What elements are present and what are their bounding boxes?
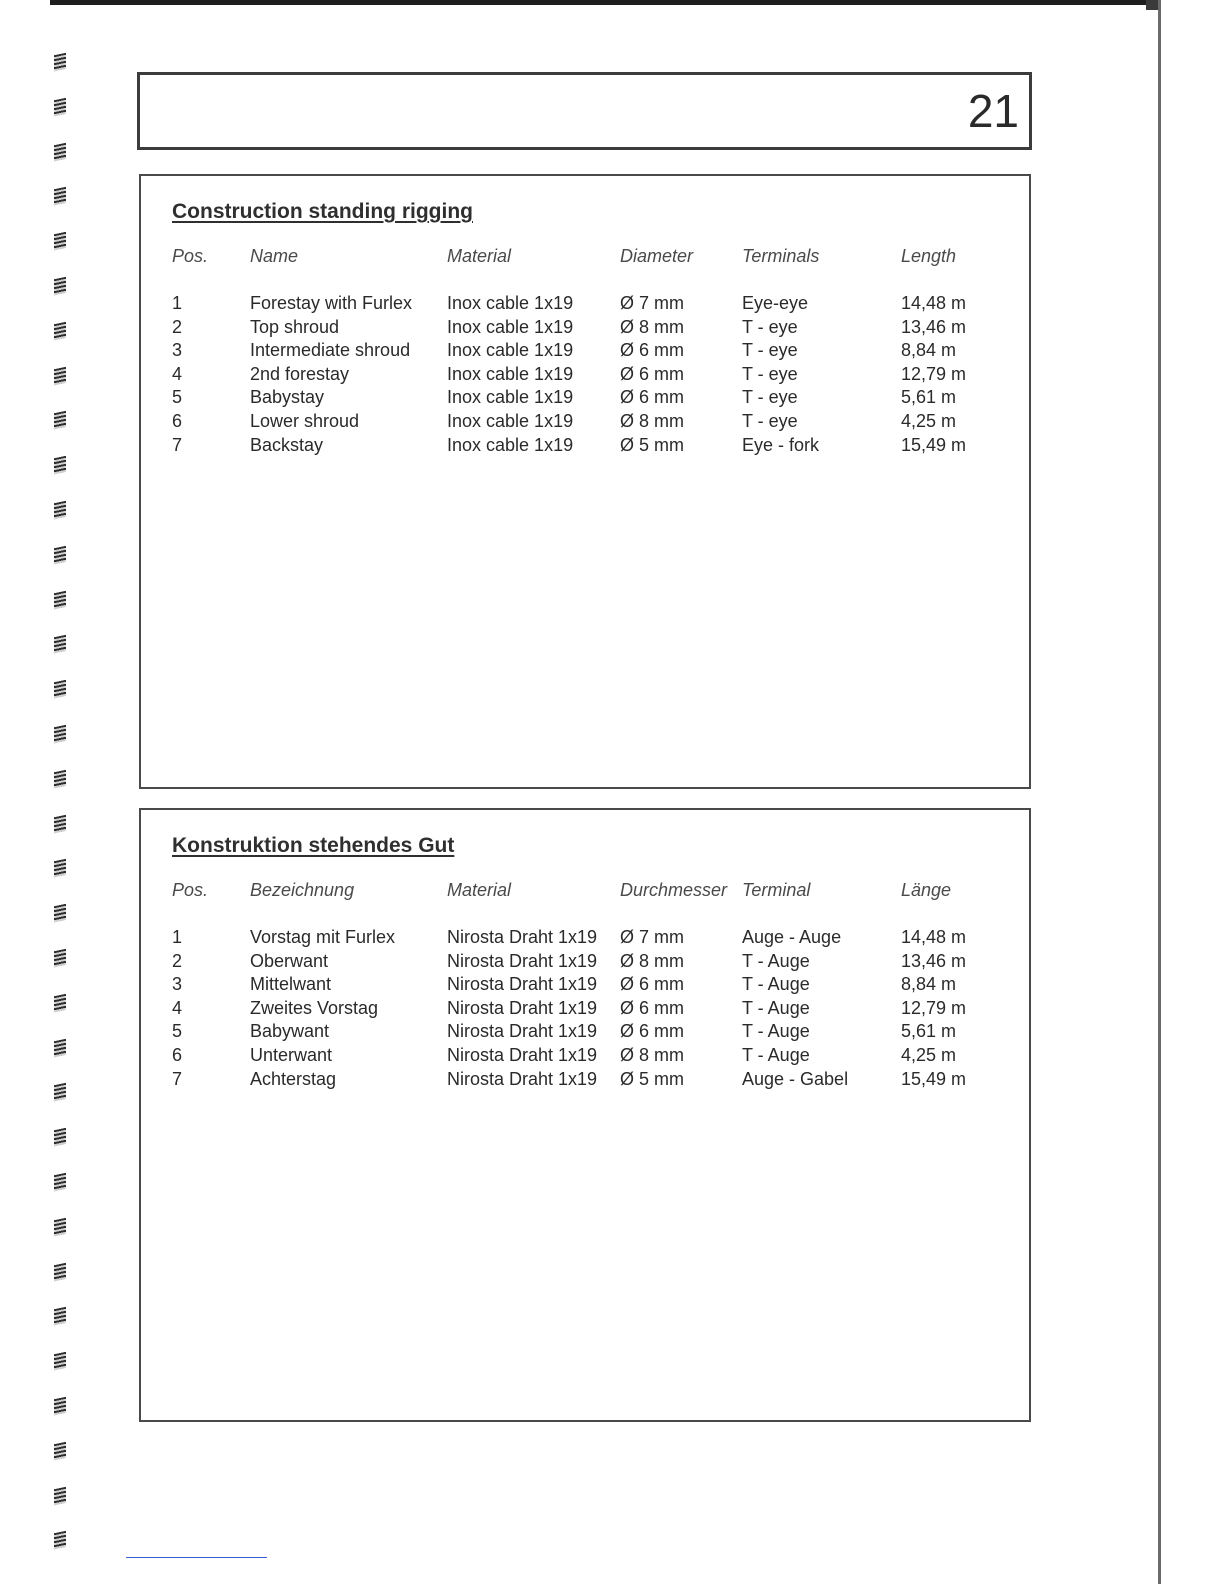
row-material: Inox cable 1x19	[447, 434, 574, 455]
row-material: Inox cable 1x19	[447, 316, 574, 337]
row-name: Intermediate shroud	[250, 340, 411, 361]
binding-coil	[52, 278, 68, 294]
english-header-pos: Pos.	[172, 246, 209, 266]
row-length: 8,84 m	[901, 340, 957, 361]
row-length: 14,48 m	[901, 293, 967, 313]
row-name: Oberwant	[250, 950, 329, 971]
row-name: Unterwant	[250, 1044, 333, 1065]
binding-coil	[52, 144, 68, 160]
binding-coil	[52, 592, 68, 608]
german-rigging-row	[141, 1020, 1029, 1044]
row-material: Inox cable 1x19	[447, 387, 574, 408]
row-name: Zweites Vorstag	[250, 997, 379, 1018]
binding-coil	[52, 1219, 68, 1235]
row-material: Nirosta Draht 1x19	[447, 1044, 598, 1065]
row-pos: 7	[172, 434, 183, 455]
row-length: 15,49 m	[901, 434, 967, 455]
row-length: 8,84 m	[901, 974, 957, 995]
row-terminals: T - eye	[742, 340, 798, 361]
row-name: Babystay	[250, 387, 325, 408]
row-length: 12,79 m	[901, 997, 967, 1018]
english-header-length: Length	[901, 246, 957, 266]
row-diameter: Ø 6 mm	[620, 997, 685, 1018]
row-terminals: T - Auge	[742, 950, 810, 971]
german-rigging-list	[141, 926, 1029, 1091]
row-material: Nirosta Draht 1x19	[447, 927, 598, 947]
row-material: Inox cable 1x19	[447, 293, 574, 313]
row-name: Achterstag	[250, 1068, 337, 1089]
row-terminals: T - eye	[742, 410, 798, 431]
row-material: Inox cable 1x19	[447, 363, 574, 384]
english-header-name: Name	[250, 246, 299, 266]
row-length: 13,46 m	[901, 316, 967, 337]
row-name: Forestay with Furlex	[250, 293, 413, 313]
row-material: Nirosta Draht 1x19	[447, 974, 598, 995]
binding-coil	[52, 54, 68, 70]
row-pos: 4	[172, 363, 183, 384]
binding-coil	[52, 547, 68, 563]
row-name: Mittelwant	[250, 974, 332, 995]
row-diameter: Ø 8 mm	[620, 950, 685, 971]
page-header-box	[137, 72, 1032, 150]
english-rigging-row	[141, 363, 1029, 387]
row-length: 15,49 m	[901, 1068, 967, 1089]
english-rigging-panel	[139, 174, 1031, 789]
row-pos: 3	[172, 974, 183, 995]
binding-coil	[52, 1084, 68, 1100]
row-terminals: T - Auge	[742, 997, 810, 1018]
row-pos: 2	[172, 950, 183, 971]
english-rigging-row	[141, 410, 1029, 434]
row-name: Top shroud	[250, 316, 340, 337]
row-pos: 5	[172, 387, 183, 408]
binding-coil	[52, 412, 68, 428]
row-diameter: Ø 7 mm	[620, 927, 685, 947]
german-header-name: Bezeichnung	[250, 880, 355, 900]
binding-coil	[52, 905, 68, 921]
row-diameter: Ø 6 mm	[620, 974, 685, 995]
binding-coil	[52, 1308, 68, 1324]
row-length: 4,25 m	[901, 410, 957, 431]
binding-coil	[52, 502, 68, 518]
row-length: 5,61 m	[901, 1021, 957, 1042]
binding-coil	[52, 1264, 68, 1280]
row-terminals: T - Auge	[742, 974, 810, 995]
row-diameter: Ø 8 mm	[620, 410, 685, 431]
row-diameter: Ø 6 mm	[620, 363, 685, 384]
english-panel-title: Construction standing rigging	[172, 200, 473, 223]
row-terminals: T - Auge	[742, 1044, 810, 1065]
page-top-edge	[50, 0, 1160, 5]
spiral-binding	[52, 0, 74, 1584]
binding-coil	[52, 1488, 68, 1504]
english-header-terminals: Terminals	[742, 246, 820, 266]
german-header-terminals: Terminal	[742, 880, 811, 900]
row-terminals: T - eye	[742, 316, 798, 337]
row-material: Nirosta Draht 1x19	[447, 950, 598, 971]
binding-coil	[52, 323, 68, 339]
binding-coil	[52, 1040, 68, 1056]
row-diameter: Ø 6 mm	[620, 340, 685, 361]
row-diameter: Ø 7 mm	[620, 293, 685, 313]
row-terminals: T - eye	[742, 363, 798, 384]
english-rigging-list	[141, 292, 1029, 457]
row-pos: 2	[172, 316, 183, 337]
binding-coil	[52, 457, 68, 473]
binding-coil	[52, 188, 68, 204]
german-header-material: Material	[447, 880, 512, 900]
row-terminals: Eye - fork	[742, 434, 820, 455]
german-rigging-row	[141, 973, 1029, 997]
german-rigging-panel	[139, 808, 1031, 1422]
binding-coil	[52, 99, 68, 115]
row-diameter: Ø 6 mm	[620, 387, 685, 408]
row-material: Inox cable 1x19	[447, 410, 574, 431]
row-name: 2nd forestay	[250, 363, 350, 384]
german-header-length: Länge	[901, 880, 952, 900]
page-number: 21	[967, 85, 1019, 137]
binding-coil	[52, 1443, 68, 1459]
binding-coil	[52, 1353, 68, 1369]
row-length: 4,25 m	[901, 1044, 957, 1065]
row-pos: 1	[172, 927, 183, 947]
row-diameter: Ø 5 mm	[620, 434, 685, 455]
english-header-diameter: Diameter	[620, 246, 694, 266]
binding-coil	[52, 681, 68, 697]
page-right-edge	[1158, 0, 1161, 1584]
binding-coil	[52, 860, 68, 876]
row-material: Nirosta Draht 1x19	[447, 1068, 598, 1089]
row-terminals: T - Auge	[742, 1021, 810, 1042]
german-header-pos: Pos.	[172, 880, 209, 900]
row-pos: 6	[172, 1044, 183, 1065]
row-pos: 4	[172, 997, 183, 1018]
row-length: 13,46 m	[901, 950, 967, 971]
row-name: Lower shroud	[250, 410, 360, 431]
english-header-material: Material	[447, 246, 512, 266]
german-rigging-row	[141, 926, 1029, 950]
english-rigging-row	[141, 292, 1029, 316]
row-diameter: Ø 5 mm	[620, 1068, 685, 1089]
row-pos: 3	[172, 340, 183, 361]
english-rigging-row	[141, 386, 1029, 410]
binding-coil	[52, 950, 68, 966]
row-name: Babywant	[250, 1021, 330, 1042]
binding-coil	[52, 1174, 68, 1190]
row-diameter: Ø 8 mm	[620, 1044, 685, 1065]
german-rigging-row	[141, 1044, 1029, 1068]
row-terminals: Auge - Gabel	[742, 1068, 849, 1089]
binding-coil	[52, 1129, 68, 1145]
row-pos: 7	[172, 1068, 183, 1089]
binding-coil	[52, 233, 68, 249]
german-rigging-row	[141, 950, 1029, 974]
binding-coil	[52, 771, 68, 787]
english-rigging-row	[141, 339, 1029, 363]
row-material: Inox cable 1x19	[447, 340, 574, 361]
footer-rule	[126, 1557, 267, 1558]
row-terminals: Auge - Auge	[742, 927, 842, 947]
row-diameter: Ø 6 mm	[620, 1021, 685, 1042]
binding-coil	[52, 726, 68, 742]
row-pos: 1	[172, 293, 183, 313]
binding-coil	[52, 816, 68, 832]
row-material: Nirosta Draht 1x19	[447, 997, 598, 1018]
german-rigging-row	[141, 1068, 1029, 1092]
binding-coil	[52, 368, 68, 384]
row-length: 14,48 m	[901, 927, 967, 947]
row-diameter: Ø 8 mm	[620, 316, 685, 337]
row-material: Nirosta Draht 1x19	[447, 1021, 598, 1042]
row-pos: 5	[172, 1021, 183, 1042]
row-length: 5,61 m	[901, 387, 957, 408]
row-pos: 6	[172, 410, 183, 431]
english-rigging-row	[141, 434, 1029, 458]
english-rigging-row	[141, 316, 1029, 340]
row-name: Vorstag mit Furlex	[250, 927, 396, 947]
binding-coil	[52, 1532, 68, 1548]
row-name: Backstay	[250, 434, 324, 455]
german-header-diameter: Durchmesser	[620, 880, 728, 900]
german-rigging-row	[141, 997, 1029, 1021]
binding-coil	[52, 995, 68, 1011]
binding-coil	[52, 636, 68, 652]
row-length: 12,79 m	[901, 363, 967, 384]
row-terminals: Eye-eye	[742, 293, 809, 313]
binding-coil	[52, 1398, 68, 1414]
german-panel-title: Konstruktion stehendes Gut	[172, 834, 455, 857]
row-terminals: T - eye	[742, 387, 798, 408]
